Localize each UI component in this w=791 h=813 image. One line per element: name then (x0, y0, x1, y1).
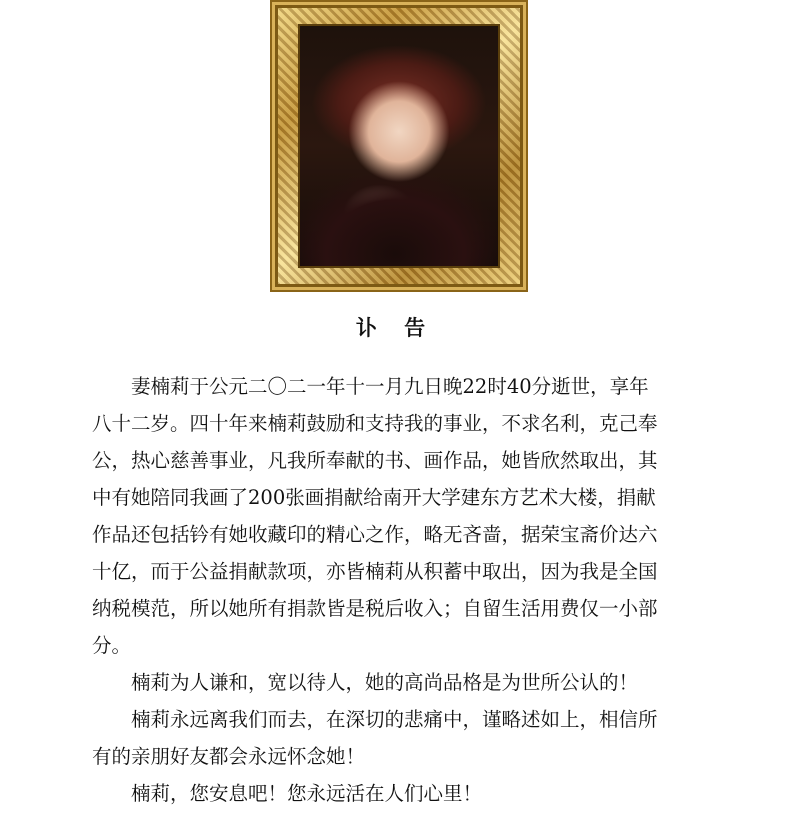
paragraph-2 (92, 664, 728, 701)
text-line: 有的亲朋好友都会永远怀念她！ (92, 745, 366, 768)
portrait-frame (270, 0, 528, 292)
text-line: 楠莉永远离我们而去，在深切的悲痛中，谨略述如上，相信所 (131, 708, 658, 731)
paragraph-1 (92, 368, 728, 664)
text-line: 中有她陪同我画了200张画捐献给南开大学建东方艺术大楼，捐献 (92, 486, 656, 509)
text-line: 纳税模范，所以她所有捐款皆是税后收入；自留生活用费仅一小部 (92, 597, 658, 620)
portrait-photo (298, 24, 500, 268)
text-line: 妻楠莉于公元二〇二一年十一月九日晚22时40分逝世，享年 (131, 375, 649, 398)
text-line: 八十二岁。四十年来楠莉鼓励和支持我的事业，不求名利，克己奉 (92, 412, 658, 435)
text-line: 分。 (92, 634, 132, 657)
obituary-text (92, 368, 728, 812)
paragraph-3 (92, 701, 728, 775)
text-line: 楠莉，您安息吧！您永远活在人们心里！ (131, 782, 483, 805)
text-line: 公，热心慈善事业，凡我所奉献的书、画作品，她皆欣然取出，其 (92, 449, 658, 472)
text-line: 作品还包括钤有她收藏印的精心之作，略无吝啬，据荣宝斋价达六 (92, 523, 658, 546)
paragraph-4 (92, 775, 728, 812)
text-line: 十亿，而于公益捐献款项，亦皆楠莉从积蓄中取出，因为我是全国 (92, 560, 658, 583)
text-line: 楠莉为人谦和，宽以待人，她的高尚品格是为世所公认的！ (131, 671, 639, 694)
page-title: 讣 告 (355, 315, 436, 340)
